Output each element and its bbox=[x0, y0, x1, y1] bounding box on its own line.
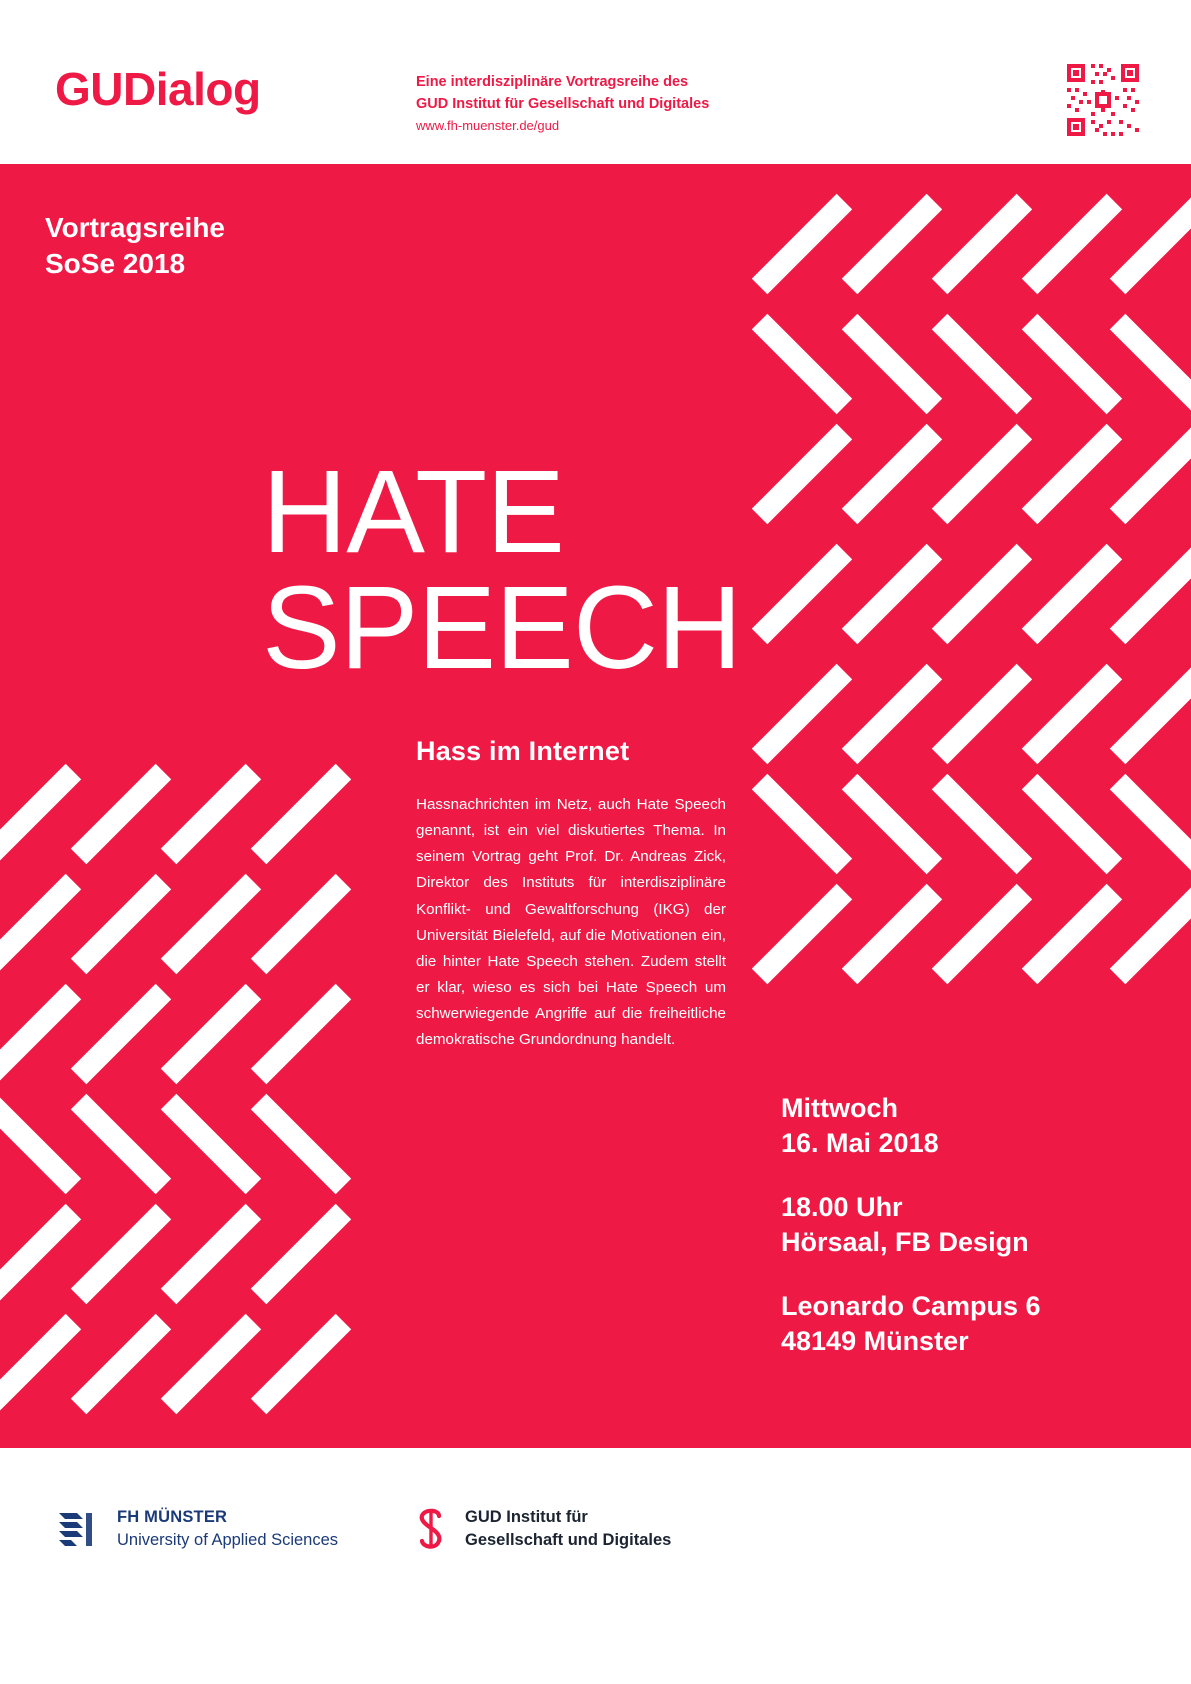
title-line-2: SPEECH bbox=[262, 561, 742, 694]
event-venue: Hörsaal, FB Design bbox=[781, 1226, 1029, 1257]
event-address-block bbox=[781, 1289, 1041, 1358]
page-title bbox=[262, 446, 742, 694]
poster-header bbox=[0, 0, 1191, 164]
brand-title: GUDialog bbox=[55, 63, 261, 115]
event-day: Mittwoch bbox=[781, 1093, 898, 1123]
gud-name-line1: GUD Institut für bbox=[465, 1508, 588, 1526]
fh-muenster-logo-text bbox=[117, 1506, 338, 1553]
poster-footer bbox=[0, 1448, 1191, 1684]
qr-code-icon bbox=[1067, 64, 1139, 136]
header-tagline bbox=[416, 72, 709, 116]
header-tagline-line2: GUD Institut für Gesellschaft und Digitales bbox=[416, 95, 710, 112]
abstract-text: Hassnachrichten im Netz, auch Hate Speech genannt, ist ein viel diskutiertes Thema. In seinem Vortrag geht Prof. Dr. Andreas Zick, Direktor des Instituts für interdisziplinäre Konflikt- und Gewaltforschung (IKG) der Universität Bielefeld, auf die Motivationen ein, die hinter Hate Speech stehen. Zudem stellt er klar, wieso es sich bei Hate Speech um schwerwiegende Angriffe auf die freiheitliche demokratische Grundordnung handelt. bbox=[416, 796, 726, 1049]
event-details bbox=[781, 1091, 1041, 1358]
gud-logo-text bbox=[465, 1506, 671, 1553]
subtitle: Hass im Internet bbox=[416, 736, 630, 766]
header-url: www.fh-muenster.de/gud bbox=[416, 118, 560, 133]
series-label-line1: Vortragsreihe bbox=[45, 212, 225, 243]
event-time-block bbox=[781, 1190, 1041, 1259]
title-line-1: HATE bbox=[262, 446, 564, 578]
event-time: 18.00 Uhr bbox=[781, 1192, 903, 1223]
gud-logo-icon bbox=[413, 1506, 449, 1552]
event-city: 48149 Münster bbox=[781, 1325, 969, 1356]
event-date: 16. Mai 2018 bbox=[781, 1127, 939, 1158]
event-street: Leonardo Campus 6 bbox=[781, 1291, 1041, 1322]
poster-body bbox=[0, 164, 1191, 1448]
fh-muenster-logo bbox=[55, 1506, 338, 1553]
header-tagline-line1: Eine interdisziplinäre Vortragsreihe des bbox=[416, 74, 689, 90]
gud-name-line2: Gesellschaft und Digitales bbox=[465, 1531, 672, 1550]
fh-muenster-logo-icon bbox=[55, 1507, 103, 1551]
fh-muenster-subtitle: University of Applied Sciences bbox=[117, 1531, 339, 1550]
gud-logo bbox=[413, 1506, 671, 1553]
event-date-block bbox=[781, 1091, 1041, 1160]
series-label bbox=[45, 210, 225, 282]
series-label-line2: SoSe 2018 bbox=[45, 247, 186, 279]
fh-muenster-name: FH MÜNSTER bbox=[117, 1508, 228, 1526]
